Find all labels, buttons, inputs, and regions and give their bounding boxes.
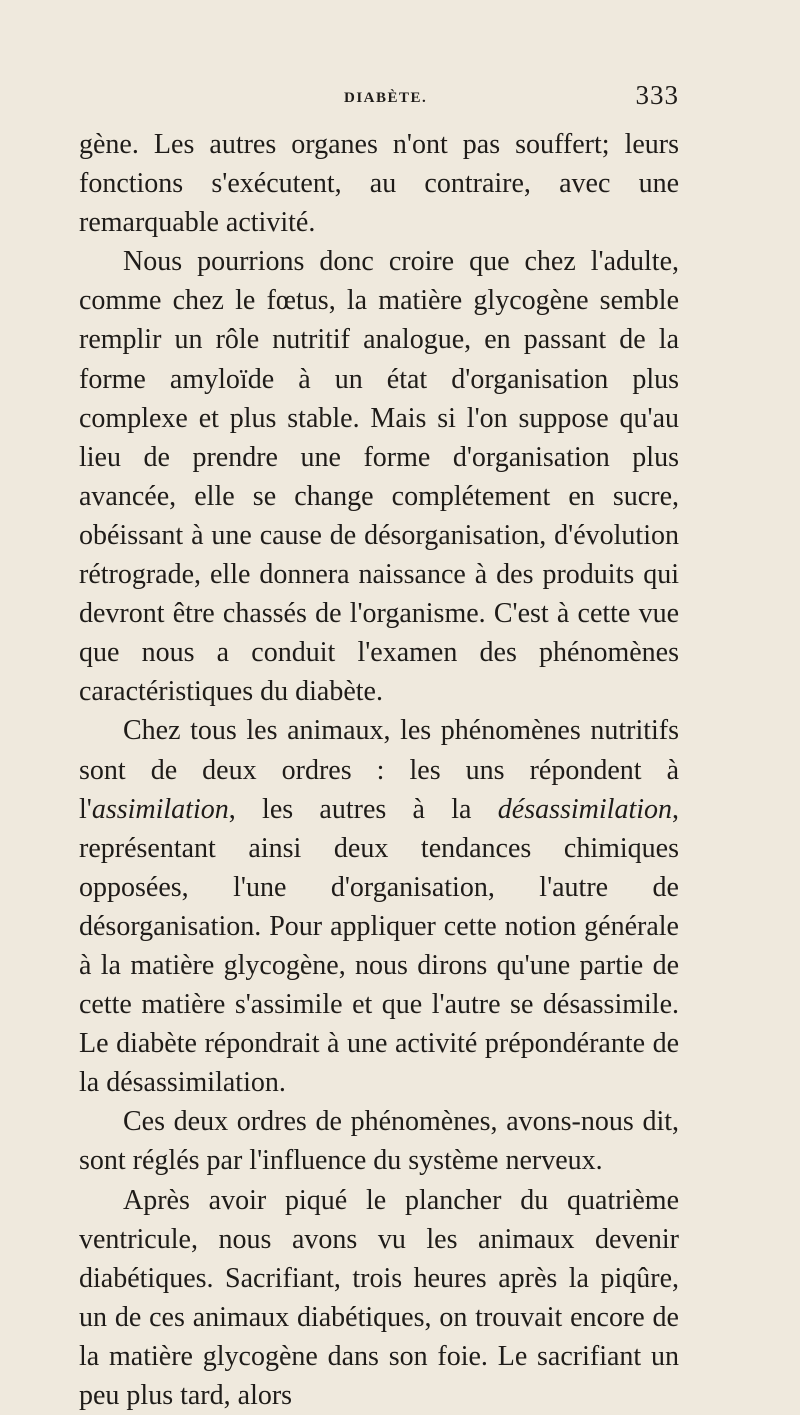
page-number: 333 [635, 80, 679, 110]
term-desassimilation: désassimilation [497, 793, 672, 825]
paragraph-3-text-c: , représentant ainsi deux tendances chimiques opposées, l'une d'organisation, l'autre de désorganisation. Pour appliquer cette notion générale à la matière glycogène, nous dirons qu'une partie de cette matière s'assimile et que l'autre se désassimile. Le diabète répondrait à une activité prépondérante de la désassimilation. [79, 793, 679, 1099]
paragraph-1-text: gène. Les autres organes n'ont pas souffert; leurs fonctions s'exécutent, au contraire, avec une remarquable activité. [79, 129, 679, 239]
paragraph-3-text-b: , les autres à la [228, 793, 498, 825]
body-text [79, 125, 679, 1415]
paragraph-1 [79, 125, 679, 242]
paragraph-4 [79, 1102, 679, 1180]
paragraph-5-text: Après avoir piqué le plancher du quatrième ventricule, nous avons vu les animaux devenir diabétiques. Sacrifiant, trois heures après la piqûre, un de ces animaux diabétiques, on trouvait encore de la matière glycogène dans son foie. Le sacrifiant un peu plus tard, alors [79, 1184, 679, 1411]
paragraph-4-text: Ces deux ordres de phénomènes, avons-nous dit, sont réglés par l'influence du système nerveux. [79, 1106, 679, 1177]
paragraph-2 [79, 242, 679, 711]
running-title: DIABÈTE. [344, 90, 428, 106]
term-assimilation: assimilation [91, 793, 229, 825]
running-head [79, 80, 679, 116]
paragraph-2-text: Nous pourrions donc croire que chez l'adulte, comme chez le fœtus, la matière glycogène semble remplir un rôle nutritif analogue, en passant de la forme amyloïde à un état d'organisation plus complexe et plus stable. Mais si l'on suppose qu'au lieu de prendre une forme d'organisation plus avancée, elle se change complétement en sucre, obéissant à une cause de désorganisation, d'évolution rétrograde, elle donnera naissance à des produits qui devront être chassés de l'organisme. C'est à cette vue que nous a conduit l'examen des phénomènes caractéristiques du diabète. [79, 246, 679, 708]
paragraph-3-text-a: Chez tous les animaux, les phénomènes nutritifs sont de deux ordres : les uns répondent à l' [79, 715, 679, 825]
paragraph-3 [79, 711, 679, 1102]
paragraph-5 [79, 1181, 679, 1415]
